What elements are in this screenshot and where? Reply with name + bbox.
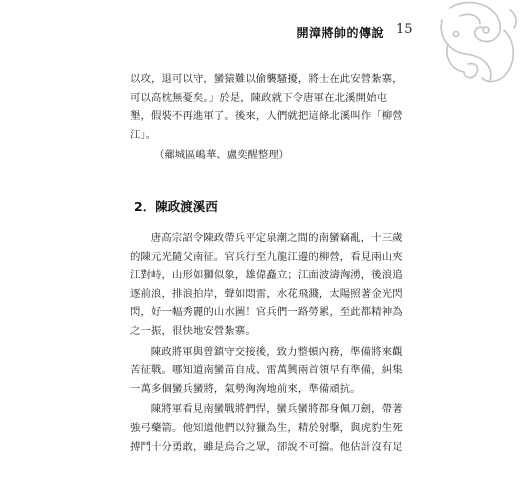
text-line: 江對峙，山形如獅似象，雄偉矗立；江面波濤洶湧，後浪追 bbox=[130, 269, 403, 282]
text-line: 的陳元光隨父南征。官兵行至九龍江邊的柳營，看見兩山夾 bbox=[130, 250, 403, 263]
decorative-cloud-ornament-icon bbox=[420, 0, 520, 90]
text-line: 閃，好一幅秀麗的山水圖！官兵們一路勞累，至此都精神為 bbox=[130, 306, 403, 319]
text-line: 陳將軍看見南蠻戰將們悍，蠻兵蠻將都身佩刀劍，帶著 bbox=[150, 403, 403, 416]
text-line: 一萬多個蠻兵蠻將，氣勢洶洶地前來，準備頑抗。 bbox=[130, 382, 361, 395]
body-paragraph bbox=[130, 229, 408, 341]
page-content bbox=[130, 70, 408, 456]
text-line: 陳政將軍與曾鎮守交接後，致力整頓內務，準備將來觀 bbox=[150, 345, 403, 358]
page-number: 15 bbox=[396, 22, 413, 37]
running-title: 開漳將帥的傳說 bbox=[296, 26, 384, 40]
text-line: 可以高枕無憂矣。」於是，陳政就下令唐軍在北溪開始屯 bbox=[130, 91, 388, 104]
source-credit: （薌城區嶋華、盧奕醒整理） bbox=[154, 149, 290, 162]
body-paragraph bbox=[130, 343, 408, 399]
text-line: 之一振，很快地安營紮寨。 bbox=[130, 324, 256, 337]
text-line: 江」。 bbox=[130, 128, 157, 141]
text-line: 逐前浪，排浪拍岸，聲如悶雷，水花飛濺，太陽照著金光閃 bbox=[130, 287, 403, 300]
text-line: 強弓藥箭。他知道他們以狩獵為生，精於射擊，與虎豹生死 bbox=[130, 421, 403, 434]
text-line: 以攻，退可以守，蠻猿難以偷襲騷擾，將士在此安營紮寨， bbox=[130, 73, 403, 85]
body-paragraph bbox=[130, 400, 408, 456]
text-line: 搏鬥十分勇敢，雖是烏合之眾，卻說不可擋。他估計沒有足 bbox=[130, 440, 403, 453]
section-heading: 2．陳政渡溪西 bbox=[134, 198, 218, 214]
text-line: 唐高宗詔令陳政帶兵平定泉潮之間的南蠻竊亂，十三歲 bbox=[150, 231, 403, 244]
text-line: 苦征戰。哪知道南蠻苗自成、雷萬興兩首領早有準備，糾集 bbox=[130, 364, 403, 377]
story-end-paragraph bbox=[130, 70, 408, 144]
text-line: 墾，假裝不再進軍了。後來，人們就把這條北溪叫作「柳營 bbox=[130, 110, 403, 123]
